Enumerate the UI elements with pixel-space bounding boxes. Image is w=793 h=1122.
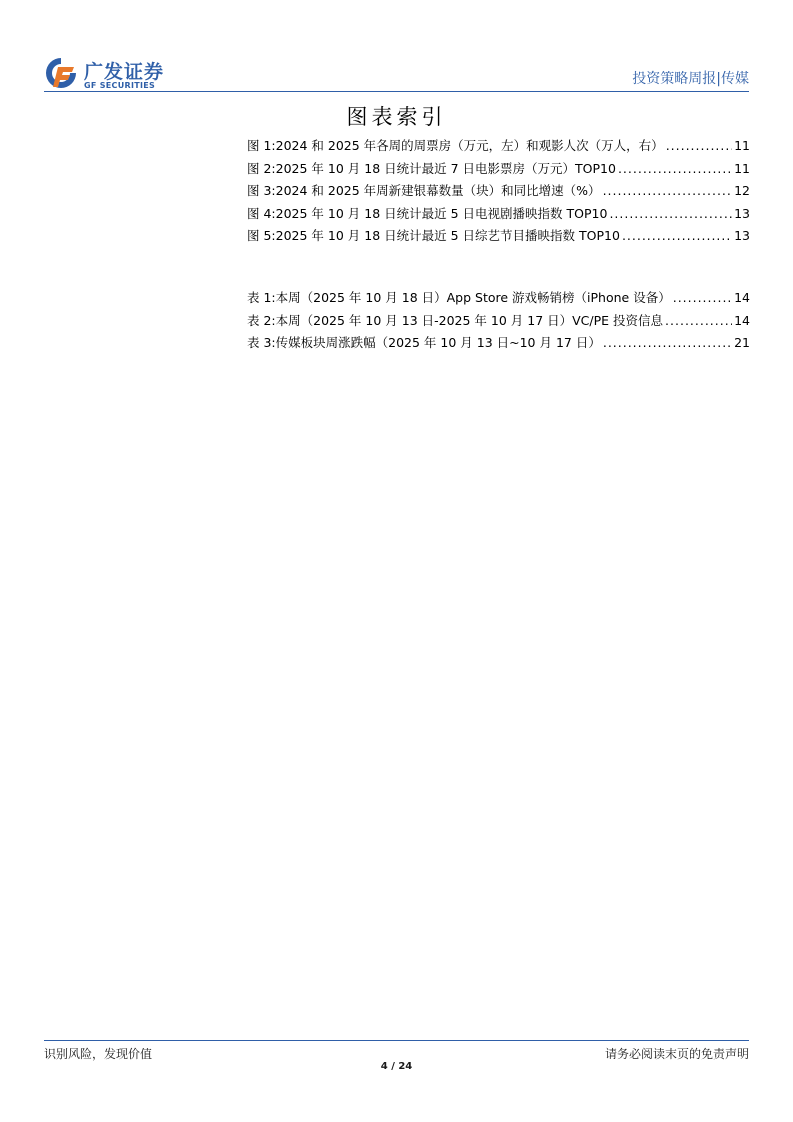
leader-dots — [673, 290, 732, 305]
logo-chinese-name: 广发证券 — [84, 61, 165, 83]
item-text: 2025 年 10 月 18 日统计最近 7 日电影票房（万元）TOP10 — [275, 160, 616, 176]
item-text: 2024 和 2025 年周新建银幕数量（块）和同比增速（%） — [275, 183, 601, 198]
item-label: 表 1: — [247, 290, 276, 305]
figure-index-list — [247, 136, 750, 249]
item-label: 图 3: — [247, 183, 276, 198]
item-text: 2024 和 2025 年各周的周票房（万元，左）和观影人次（万人，右） — [275, 138, 664, 153]
gf-securities-logo-icon — [44, 56, 78, 90]
item-page: 14 — [734, 312, 750, 328]
item-label: 表 2: — [247, 312, 276, 328]
report-type: 投资策略周报|传媒 — [632, 71, 749, 87]
leader-dots — [666, 138, 732, 153]
page-number: 4 / 24 — [380, 1061, 413, 1072]
logo-english-name: GF SECURITIES — [84, 81, 156, 90]
leader-dots — [603, 183, 733, 198]
item-text: 本周（2025 年 10 月 18 日）App Store 游戏畅销榜（iPhone 设备） — [275, 290, 671, 305]
leader-dots — [618, 161, 732, 176]
item-page: 21 — [734, 335, 750, 350]
item-page: 12 — [734, 183, 750, 198]
figure-index-item[interactable] — [247, 181, 750, 204]
header-divider — [44, 91, 749, 92]
page-header — [44, 52, 749, 92]
item-page: 11 — [734, 138, 750, 153]
item-label: 图 1: — [247, 138, 276, 153]
leader-dots — [603, 335, 732, 350]
table-index-list — [247, 288, 750, 356]
item-page: 11 — [734, 160, 750, 176]
figure-index-item[interactable] — [247, 226, 750, 249]
item-text: 传媒板块周涨跌幅（2025 年 10 月 13 日~10 月 17 日） — [275, 335, 601, 350]
figure-index-item[interactable] — [247, 204, 750, 227]
item-page: 14 — [734, 290, 750, 305]
footer-divider — [44, 1040, 749, 1041]
item-text: 本周（2025 年 10 月 13 日-2025 年 10 月 17 日）VC/PE 投资信息 — [275, 312, 664, 328]
table-index-item[interactable] — [247, 333, 750, 356]
figure-index-item[interactable] — [247, 136, 750, 159]
item-label: 图 2: — [247, 160, 276, 176]
index-title: 图表索引 — [346, 105, 447, 129]
item-text: 2025 年 10 月 18 日统计最近 5 日电视剧播映指数 TOP10 — [275, 205, 608, 221]
item-page: 13 — [734, 205, 750, 221]
item-label: 表 3: — [247, 335, 276, 350]
item-page: 13 — [734, 228, 750, 243]
footer-disclaimer-note: 请务必阅读末页的免责声明 — [604, 1047, 749, 1061]
footer-slogan: 识别风险，发现价值 — [44, 1047, 153, 1061]
item-label: 图 5: — [247, 228, 276, 243]
item-label: 图 4: — [247, 205, 276, 221]
item-text: 2025 年 10 月 18 日统计最近 5 日综艺节目播映指数 TOP10 — [275, 228, 620, 243]
leader-dots — [665, 313, 732, 328]
company-logo — [44, 56, 184, 90]
leader-dots — [609, 206, 732, 221]
table-index-item[interactable] — [247, 288, 750, 311]
table-index-item[interactable] — [247, 311, 750, 334]
figure-index-item[interactable] — [247, 159, 750, 182]
leader-dots — [622, 228, 732, 243]
